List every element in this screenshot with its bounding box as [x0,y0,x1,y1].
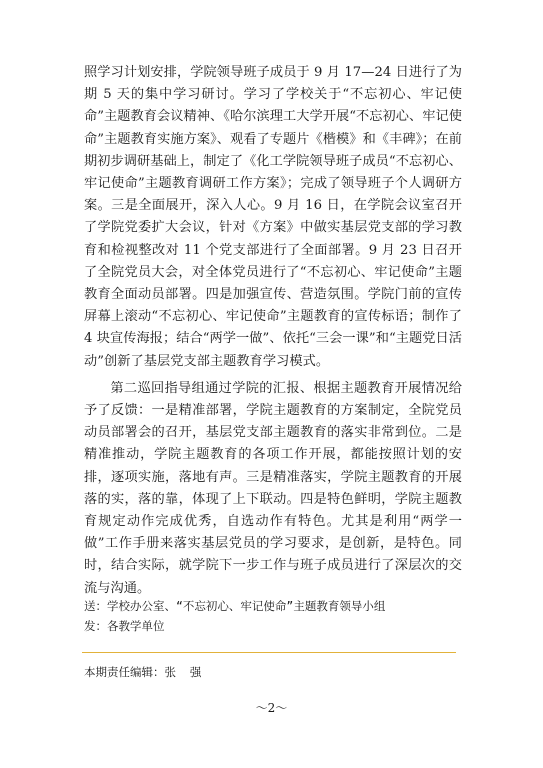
paragraph-1: 照学习计划安排，学院领导班子成员于 9 月 17—24 日进行了为期 5 天的集中学习研讨。学习了学校关于“不忘初心、牢记使命”主题教育会议精神、《哈尔滨理工大学开展“不忘初心、牢记使命”主题教育实施方案》、观看了专题片《楷模》和《丰碑》；在前期初步调研基础上，制定了《化工学院领导班子成员“不忘初心、牢记使命”主题教育调研工作方案》；完成了领导班子个人调研方案。三是全面展开，深入人心。9 月 16 日，在学院会议室召开了学院党委扩大会议，针对《方案》中做实基层党支部的学习教育和检视整改对 11 个党支部进行了全面部署。9 月 23 日召开了全院党员大会，对全体党员进行了“不忘初心、牢记使命”主题教育全面动员部署。四是加强宣传、营造氛围。学院门前的宣传屏幕上滚动“不忘初心、牢记使命”主题教育的宣传标语；制作了 4 块宣传海报；结合“两学一做”、依托“三会一课”和“主题党日活动”创新了基层党支部主题教育学习模式。 [84,65,462,369]
paragraph-2: 第二巡回指导组通过学院的汇报、根据主题教育开展情况给予了反馈：一是精准部署，学院主题教育的方案制定，全院党员动员部署会的召开，基层党支部主题教育的落实非常到位。二是精准推动，学院主题教育的各项工作开展，都能按照计划的安排，逐项实施，落地有声。三是精准落实，学院主题教育的开展落的实，落的靠，体现了上下联动。四是特色鲜明，学院主题教育规定动作完成优秀，自选动作有特色。尤其是利用“两学一做”工作手册来落实基层党员的学习要求，是创新，是特色。同时，结合实际，就学院下一步工作与班子成员进行了深层次的交流与沟通。 [84,380,462,596]
editor-line: 本期责任编辑：张 强 [84,665,202,679]
issue-to-line: 发：各教学单位 [84,619,165,633]
body-text [84,62,462,600]
distribution-list [84,596,464,636]
page-number: ～2～ [255,701,288,715]
send-to-line: 送：学校办公室、“不忘初心、牢记使命”主题教育领导小组 [84,599,386,613]
divider-rule [82,652,456,653]
